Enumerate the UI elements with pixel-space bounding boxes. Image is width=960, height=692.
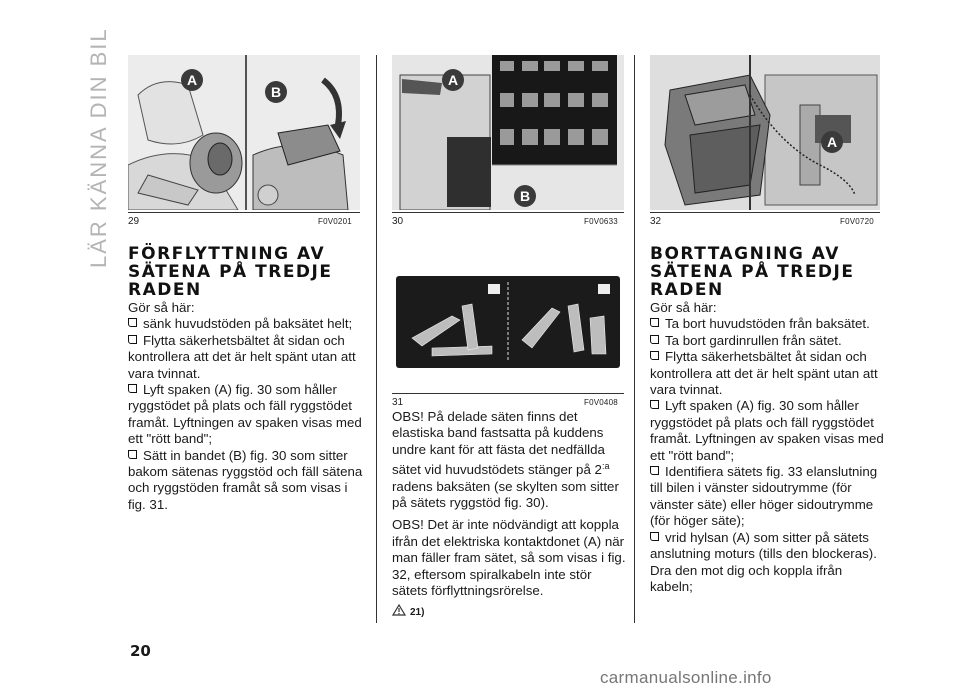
list-item: Flytta säkerhetsbältet åt sidan och kontrollera att det är helt spänt utan att vara tvinnat. <box>650 349 886 398</box>
col1-body <box>128 300 368 513</box>
callout-b-badge: B <box>514 185 536 207</box>
list-item: Lyft spaken (A) fig. 30 som håller ryggstödet på plats och fäll ryggstödet framåt. Lyftningen av spaken visas med ett "rött band"; <box>650 398 886 464</box>
col2-body <box>392 409 628 622</box>
callout-b-badge: B <box>265 81 287 103</box>
col2-para2: OBS! Det är inte nödvändigt att koppla ifrån det elektriska kontaktdonet (A) när man fäller fram sätet, så som visas i fig. 32, eftersom spiralkabeln inte stör sätets förflyttningsrörelse. <box>392 517 626 599</box>
figure-31-code: F0V0408 <box>584 398 618 407</box>
list-item: Ta bort gardinrullen från sätet. <box>650 333 886 349</box>
figure-32-code: F0V0720 <box>840 217 874 226</box>
list-item: Ta bort huvudstöden från baksätet. <box>650 316 886 332</box>
figure-29-code: F0V0201 <box>318 217 352 226</box>
figure-31-number: 31 <box>392 397 404 408</box>
figure-29-image <box>128 55 360 210</box>
figure-29-number: 29 <box>128 216 140 227</box>
figure-30-number: 30 <box>392 216 404 227</box>
col3-intro: Gör så här: <box>650 300 717 315</box>
note-reference: 21) <box>410 607 425 619</box>
column-divider-right <box>634 55 635 623</box>
side-section-title: LÄR KÄNNA DIN BIL <box>86 27 111 268</box>
col2-note <box>392 603 628 621</box>
figure-30-image <box>392 55 624 210</box>
callout-a-badge: A <box>821 131 843 153</box>
col3-body <box>650 300 886 595</box>
column-divider-left <box>376 55 377 623</box>
list-item: Identifiera sätets fig. 33 elanslutning till bilen i vänster sidoutrymme (för vänster säte) eller höger sidoutrymme (för höger säte); <box>650 464 886 530</box>
watermark-link[interactable]: carmanualsonline.info <box>600 668 772 687</box>
section-heading-remove-seats: BORTTAGNING AV SÄTENA PÅ TREDJE RADEN <box>650 244 855 300</box>
list-item: Lyft spaken (A) fig. 30 som håller ryggstödet på plats och fäll ryggstödet framåt. Lyftningen av spaken visas med ett "rött band"; <box>128 382 368 448</box>
callout-a-badge: A <box>181 69 203 91</box>
figure-30-rule <box>392 212 624 213</box>
figure-32-image <box>650 55 880 210</box>
figure-29-rule <box>128 212 360 213</box>
list-item: Flytta säkerhetsbältet åt sidan och kontrollera att det är helt spänt utan att vara tvinnat. <box>128 333 368 382</box>
figure-31-image <box>392 268 624 378</box>
page-number: 20 <box>130 642 151 660</box>
warning-icon <box>392 604 406 620</box>
figure-32-number: 32 <box>650 216 662 227</box>
list-item: vrid hylsan (A) som sitter på sätets anslutning moturs (tills den blockeras). Dra den mot dig och koppla ifrån kabeln; <box>650 530 886 596</box>
col2-para1: OBS! På delade säten finns det elastiska band fastsatta på kuddens undre kant för att fästa det nedfällda sätet vid huvudstödets stänger på $2^{:a}$ radens baksäten (se skylten som sitter på sätets ryggstöd fig. 30). <box>392 409 619 511</box>
callout-a-badge: A <box>442 69 464 91</box>
section-heading-move-seats: FÖRFLYTTNING AV SÄTENA PÅ TREDJE RADEN <box>128 244 333 300</box>
list-item: Sätt in bandet (B) fig. 30 som sitter bakom sätenas ryggstöd och fäll sätena och ryggstöden framåt så som visas i fig. 31. <box>128 448 368 514</box>
figure-31-rule <box>392 393 624 394</box>
col1-intro: Gör så här: <box>128 300 195 315</box>
figure-30-code: F0V0633 <box>584 217 618 226</box>
figure-32-rule <box>650 212 880 213</box>
list-item: sänk huvudstöden på baksätet helt; <box>128 316 368 332</box>
